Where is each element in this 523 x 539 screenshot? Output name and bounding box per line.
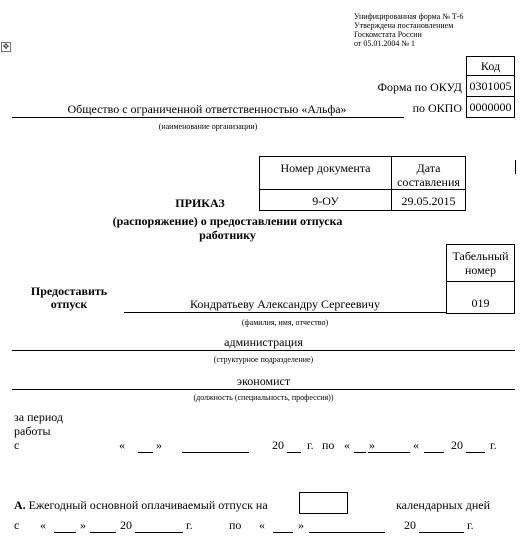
period-from-quote-close: » [156, 438, 162, 452]
okpo-label: по ОКПО [412, 101, 462, 115]
tab-number-header-1: Табельный [452, 249, 509, 263]
period-from-quote-open: « [119, 438, 125, 452]
section-a-to-year-field[interactable] [419, 532, 464, 533]
period-to-month-field[interactable] [368, 452, 410, 453]
doc-date-header-1: Дата [416, 161, 441, 175]
section-a-from-year-field[interactable] [135, 532, 183, 533]
doc-date-cell [391, 189, 466, 211]
section-a-from-month-field[interactable] [90, 532, 116, 533]
department-value: администрация [224, 335, 303, 349]
period-to-day-field[interactable] [354, 452, 366, 453]
section-a-to-month-field[interactable] [309, 532, 385, 533]
section-a-to-quote-close: » [298, 518, 304, 532]
period-to-year-suffix: г. [490, 438, 497, 452]
tab-number-cell [446, 281, 515, 314]
section-a-days-label: календарных дней [396, 498, 491, 512]
doc-number-header: Номер документа [280, 161, 371, 175]
doc-date-header-2: составления [397, 175, 460, 189]
position-value: экономист [236, 374, 291, 388]
section-a-from-quote-close: » [80, 518, 86, 532]
form-note-line: Унифицированная форма № Т-6 [354, 12, 464, 21]
tab-number-header-cell [446, 244, 515, 282]
period-from-month-field[interactable] [182, 452, 249, 453]
doc-date-value: 29.05.2015 [401, 194, 456, 208]
period-label-1: за период [14, 410, 63, 424]
section-a-from-day-field[interactable] [54, 532, 76, 533]
period-to-year-field[interactable] [466, 452, 485, 453]
section-a-from-quote-open: « [40, 518, 46, 532]
period-to-quote-open-2: « [413, 438, 419, 452]
doc-number-value: 9-ОУ [312, 194, 339, 208]
section-a-to-label: по [229, 518, 242, 532]
vacation-days-field[interactable] [299, 492, 348, 514]
section-a-to-year-suffix: г. [467, 518, 474, 532]
order-subtitle-2: работнику [199, 228, 256, 242]
okud-value: 0301005 [469, 79, 512, 93]
form-approval-note [354, 12, 519, 48]
period-from-year-suffix: г. [307, 438, 314, 452]
position-underline [12, 389, 515, 390]
position-caption: (должность (специальность, профессия)) [193, 393, 334, 402]
tab-number-value: 019 [471, 296, 490, 310]
period-to-year-prefix: 20 [451, 438, 463, 452]
form-note-line: от 05.01.2004 № 1 [354, 39, 416, 48]
period-to-quote-close: » [369, 438, 375, 452]
period-to-label: по [322, 438, 335, 452]
form-note-line: Госкомстата России [354, 30, 422, 39]
section-a-letter: А. [14, 498, 26, 512]
okpo-value: 0000000 [469, 100, 512, 114]
employee-name-caption: (фамилия, имя, отчество) [241, 318, 329, 327]
period-label-2: работы [14, 424, 51, 438]
okud-label: Форма по ОКУД [377, 80, 462, 94]
organization-underline [12, 117, 404, 118]
period-from-day-field[interactable] [138, 452, 153, 453]
section-a-text: Ежегодный основной оплачиваемый отпуск на [28, 498, 268, 512]
okud-cell [466, 75, 515, 97]
section-a-to-year-prefix: 20 [404, 518, 416, 532]
tab-number-header-2: номер [464, 263, 497, 277]
department-underline [12, 350, 515, 351]
period-from-label: с [14, 438, 20, 452]
period-to-month-field-2[interactable] [424, 452, 444, 453]
period-to-quote-open: « [344, 438, 350, 452]
table-move-handle-icon[interactable]: ✥ [2, 42, 10, 51]
period-from-year-field[interactable] [287, 452, 301, 453]
section-a-from-year-prefix: 20 [120, 518, 132, 532]
period-from-year-prefix: 20 [272, 438, 284, 452]
employee-name-underline [124, 312, 446, 313]
order-title: ПРИКАЗ [175, 196, 225, 210]
employee-name: Кондратьеву Александру Сергеевичу [190, 297, 380, 311]
section-a-to-quote-open: « [259, 518, 265, 532]
code-header-cell [466, 56, 515, 76]
doc-date-header-cell [391, 156, 466, 190]
order-subtitle-1: (распоряжение) о предоставлении отпуска [112, 214, 343, 228]
grant-label-2: отпуск [50, 297, 88, 311]
organization-name: Общество с ограниченной ответственностью «Альфа» [67, 102, 347, 116]
code-header: Код [480, 59, 501, 73]
section-a-label [14, 498, 268, 512]
section-a-from-year-suffix: г. [186, 518, 193, 532]
organization-caption: (наименование организации) [158, 122, 258, 131]
section-a-to-day-field[interactable] [273, 532, 293, 533]
doc-number-cell [259, 189, 392, 211]
section-a-from-label: с [14, 518, 20, 532]
department-caption: (структурное подразделение) [213, 355, 314, 364]
doc-number-header-cell [259, 156, 392, 190]
form-note-line: Утверждена постановлением [354, 21, 454, 30]
text-cursor [515, 160, 516, 174]
okpo-cell [466, 96, 515, 118]
grant-label-1: Предоставить [30, 284, 108, 298]
